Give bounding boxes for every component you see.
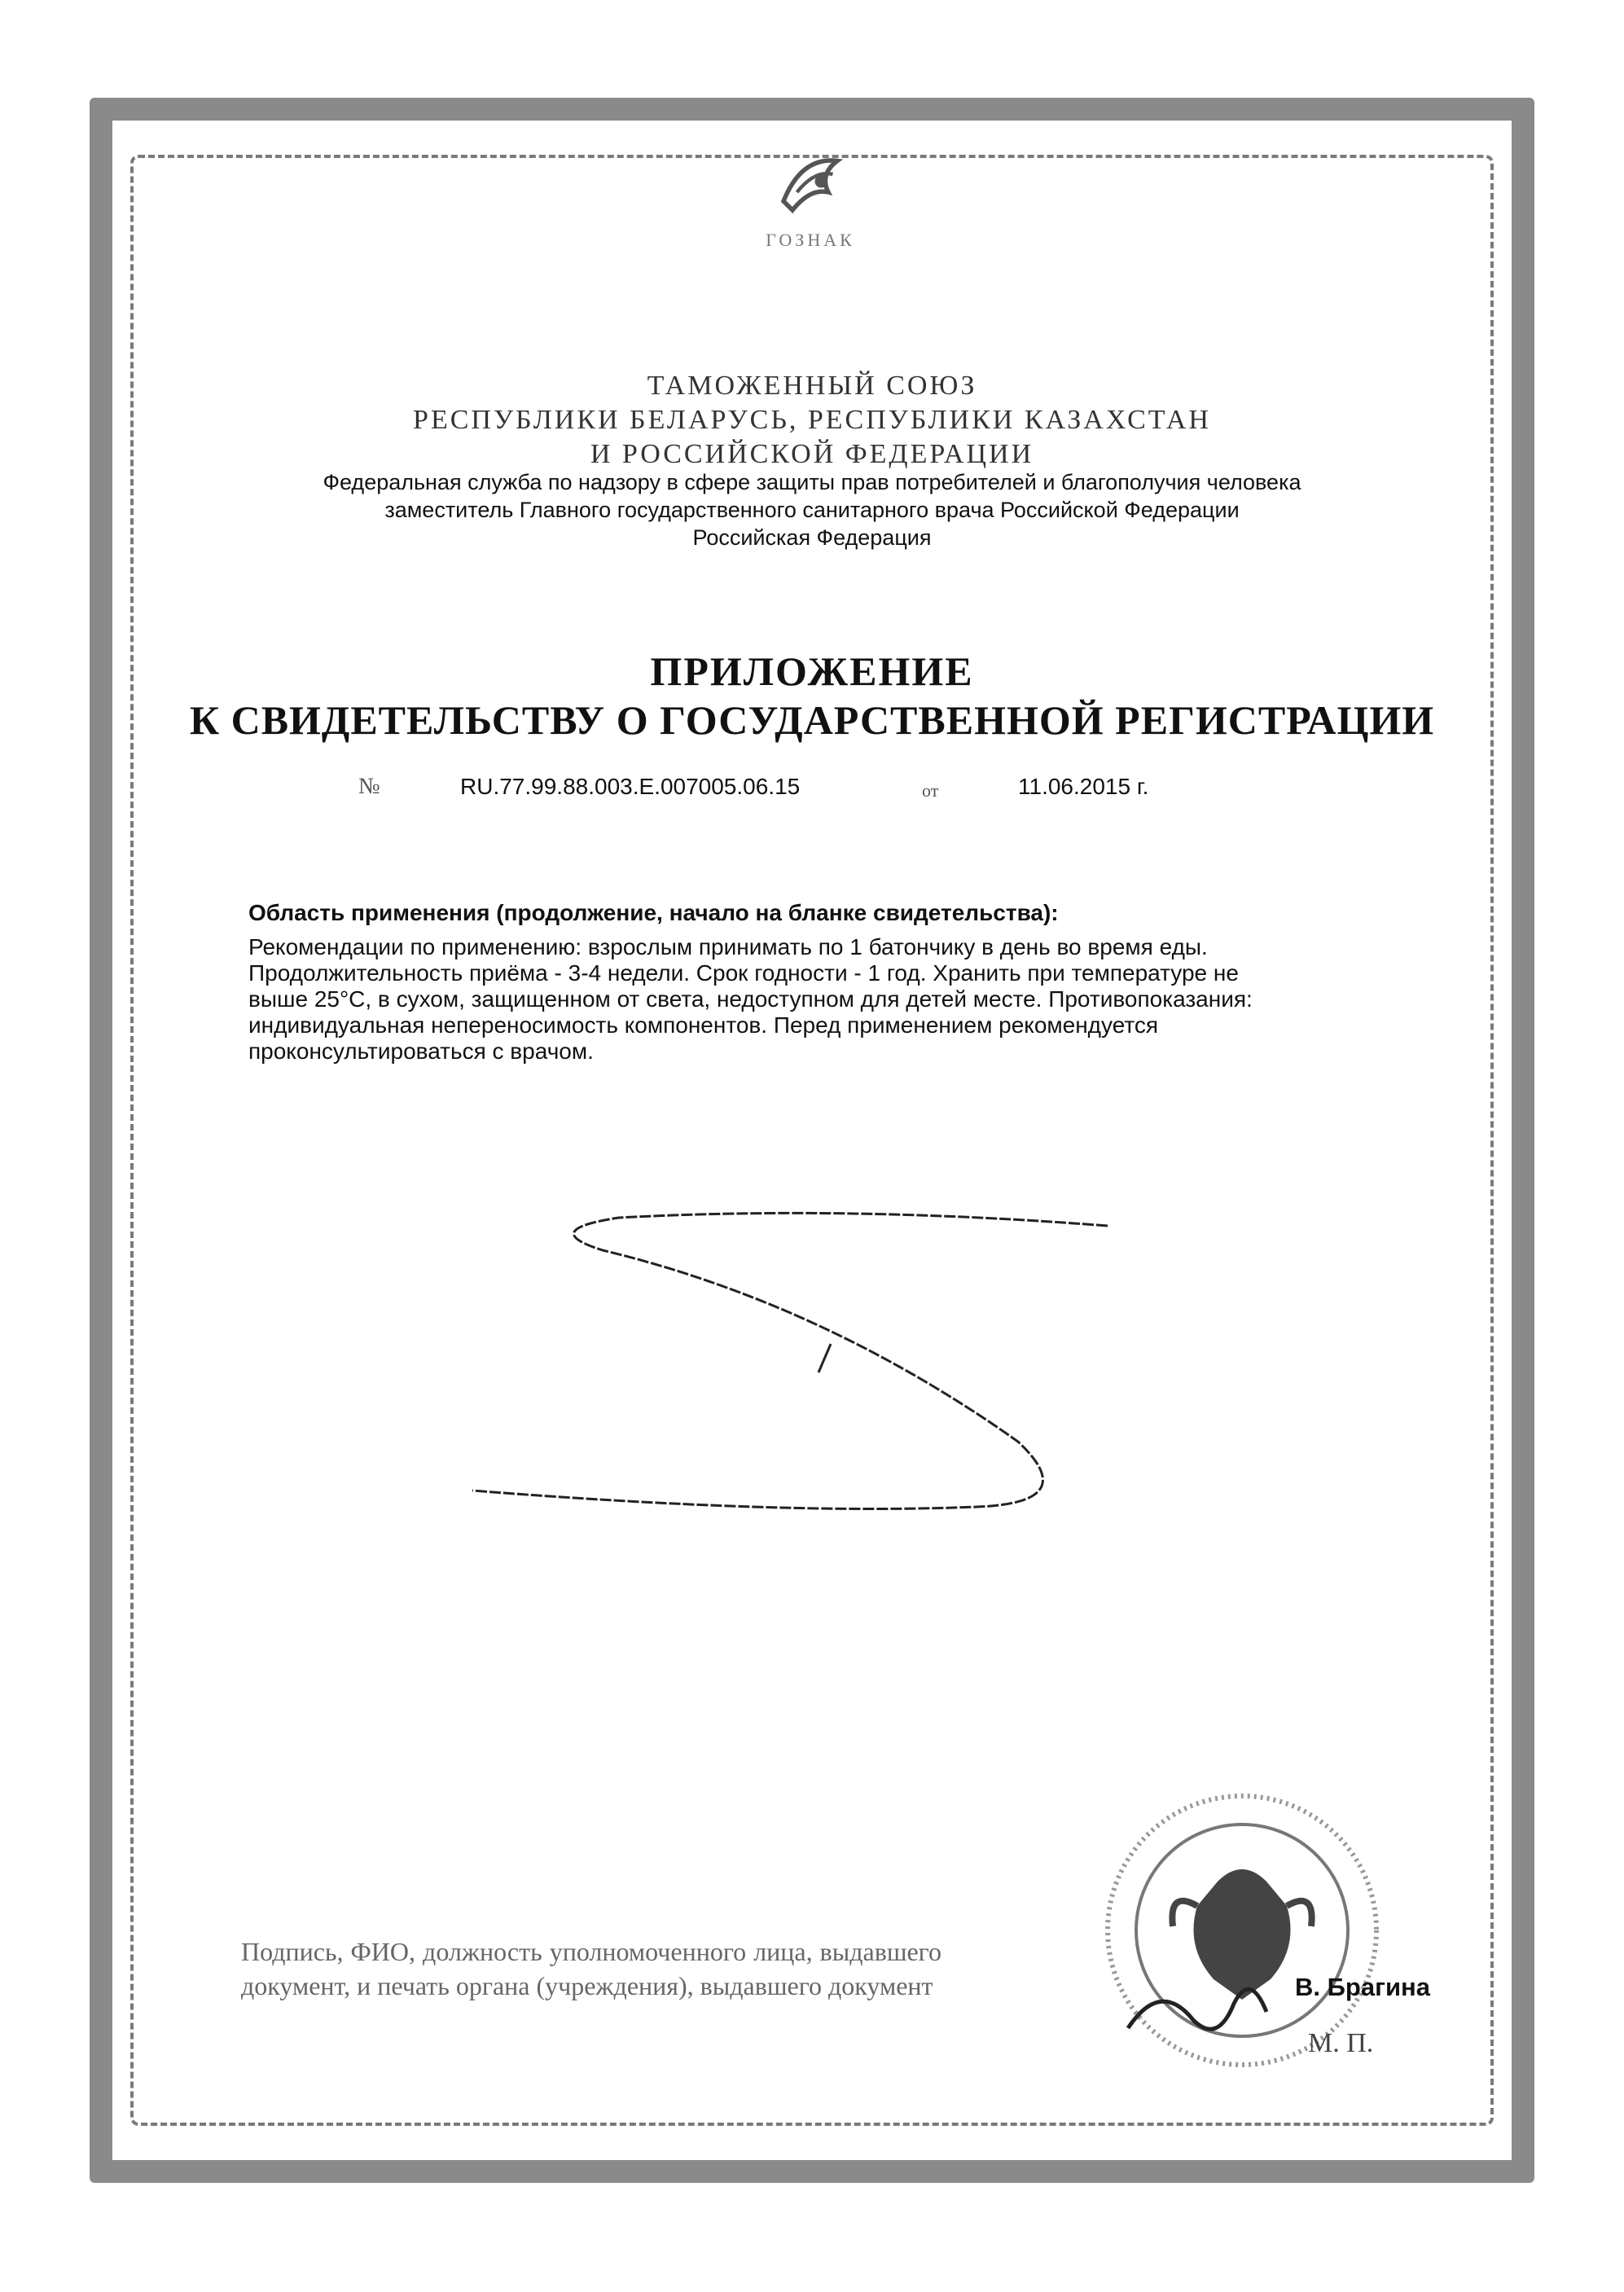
emblem-caption: ГОЗНАК	[766, 230, 855, 250]
agency-line2: заместитель Главного государственного санитарного врача Российской Федерации	[384, 498, 1240, 522]
agency-block	[0, 468, 1624, 551]
application-field-title: Область применения (продолжение, начало на бланке свидетельства):	[248, 900, 1059, 925]
application-line: Продолжительность приёма - 3-4 недели. Срок годности - 1 год. Хранить при температуре не	[248, 960, 1239, 986]
union-heading: ТАМОЖЕННЫЙ СОЮЗ	[647, 371, 977, 401]
application-line: проконсультироваться с врачом.	[248, 1038, 594, 1064]
seal-place-label: М. П.	[1308, 2028, 1374, 2058]
application-line: индивидуальная непереносимость компонентов. Перед применением рекомендуется	[248, 1012, 1159, 1038]
z-stroke-mark	[456, 1189, 1124, 1556]
registration-number-label: №	[358, 774, 380, 799]
application-line: Рекомендации по применению: взрослым принимать по 1 батончику в день во время еды.	[248, 934, 1208, 959]
emblem-icon	[766, 138, 855, 228]
agency-line1: Федеральная служба по надзору в сфере защиты прав потребителей и благополучия человека	[323, 470, 1301, 494]
registration-from-label: от	[922, 780, 939, 801]
republics-heading-line2: И РОССИЙСКОЙ ФЕДЕРАЦИИ	[590, 439, 1034, 469]
agency-line3: Российская Федерация	[692, 525, 932, 550]
signer-name: В. Брагина	[1295, 1973, 1431, 2001]
application-field-body	[248, 934, 1421, 1065]
document-title-line2: К СВИДЕТЕЛЬСТВУ О ГОСУДАРСТВЕННОЙ РЕГИСТРАЦИИ	[189, 697, 1435, 743]
registration-number: RU.77.99.88.003.E.007005.06.15	[460, 774, 801, 799]
application-line: выше 25°С, в сухом, защищенном от света, недоступном для детей месте. Противопоказания:	[248, 986, 1253, 1012]
republics-heading-line1: РЕСПУБЛИКИ БЕЛАРУСЬ, РЕСПУБЛИКИ КАЗАХСТАН	[413, 405, 1211, 435]
registration-date: 11.06.2015 г.	[1018, 774, 1149, 799]
signature-caption: Подпись, ФИО, должность уполномоченного лица, выдавшего документ, и печать органа (учреждения), выдавшего документ	[241, 1937, 941, 2000]
document-title-line1: ПРИЛОЖЕНИЕ	[650, 648, 974, 694]
